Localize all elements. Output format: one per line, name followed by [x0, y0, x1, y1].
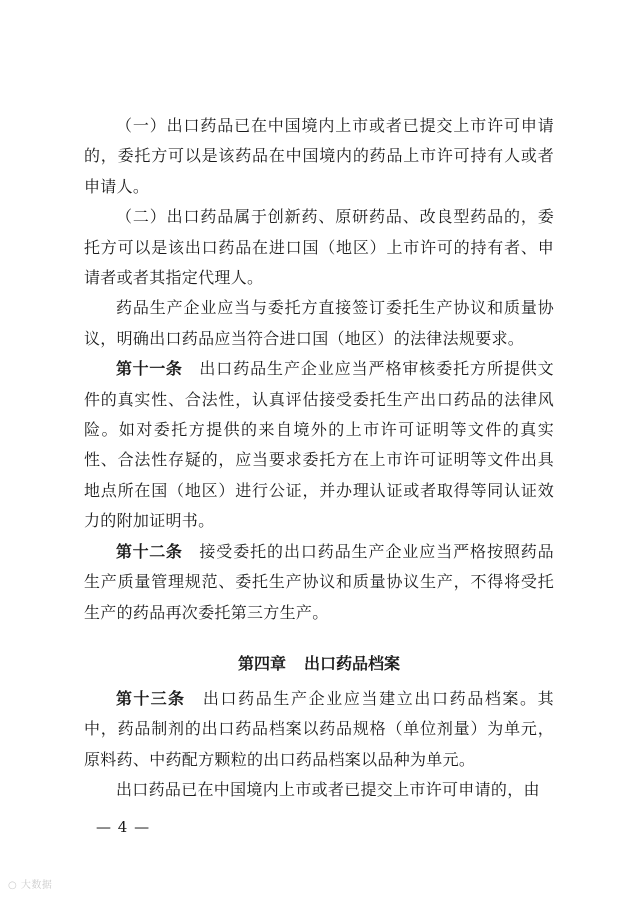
- article-12: [84, 537, 554, 628]
- paragraph-clause-2: （二）出口药品属于创新药、原研药品、改良型药品的，委托方可以是该出口药品在进口国（地区）上市许可的持有者、申请者或者其指定代理人。: [84, 207, 554, 288]
- article-12-text: 接受委托的出口药品生产企业应当严格按照药品生产质量管理规范、委托生产协议和质量协议生产，不得将受托生产的药品再次委托第三方生产。: [84, 541, 554, 622]
- chapter-heading: [84, 650, 554, 678]
- article-13-text: 出口药品生产企业应当建立出口药品档案。其中，药品制剂的出口药品档案以药品规格（单位剂量）为单元，原料药、中药配方颗粒的出口药品档案以品种为单元。: [84, 688, 554, 769]
- article-12-label: 第十二条: [116, 541, 183, 561]
- page-number: — 4 —: [96, 818, 151, 836]
- article-11-text: 出口药品生产企业应当严格审核委托方所提供文件的真实性、合法性，认真评估接受委托生产出口药品的法律风险。如对委托方提供的来自境外的上市许可证明等文件的真实性、合法性存疑的，应当要求委托方在上市许可证明等文件出具地点所在国（地区）进行公证，并办理认证或者取得等同认证效力的附加证明书。: [84, 359, 554, 531]
- article-11: [84, 354, 554, 536]
- paragraph-agreement: 药品生产企业应当与委托方直接签订委托生产协议和质量协议，明确出口药品应当符合进口国（地区）的法律法规要求。: [84, 298, 554, 348]
- weibo-icon: ○: [8, 880, 18, 891]
- watermark: [8, 876, 52, 891]
- paragraph-continued: 出口药品已在中国境内上市或者已提交上市许可申请的，由: [116, 780, 540, 800]
- chapter-number: 第四章: [237, 653, 286, 673]
- watermark-text: 大数据: [20, 880, 53, 891]
- article-11-label: 第十一条: [116, 359, 183, 379]
- article-13-label: 第十三条: [116, 688, 186, 708]
- chapter-title: 出口药品档案: [304, 653, 401, 673]
- document-body: [84, 111, 554, 806]
- paragraph-clause-1: （一）出口药品已在中国境内上市或者已提交上市许可申请的，委托方可以是该药品在中国境内的药品上市许可持有人或者申请人。: [84, 116, 554, 196]
- article-13: [84, 684, 554, 775]
